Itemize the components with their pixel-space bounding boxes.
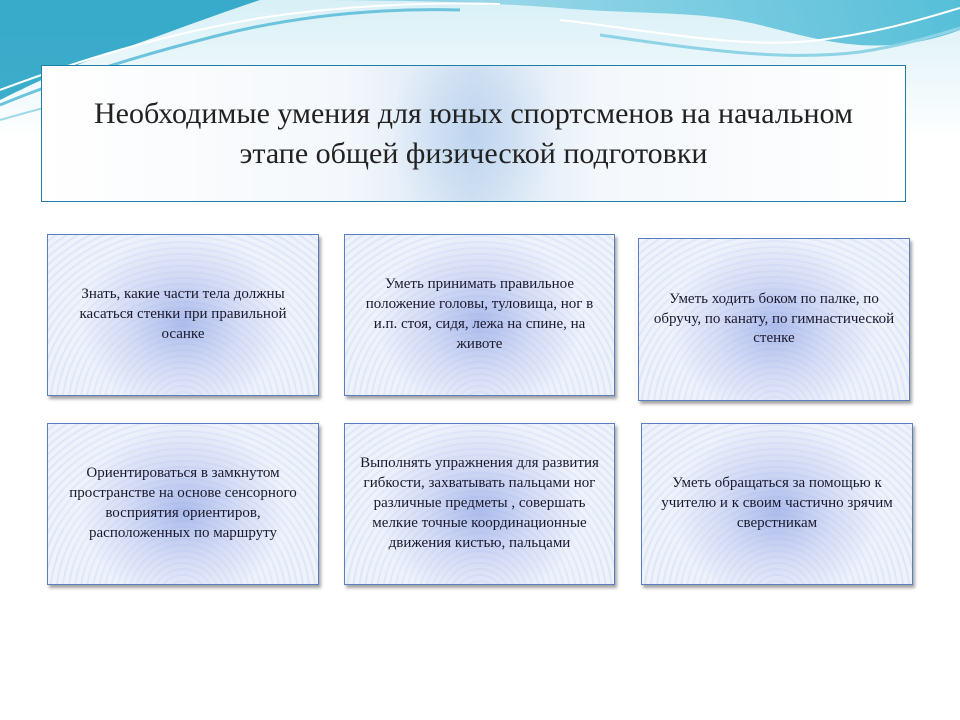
skill-card-orientation xyxy=(47,423,319,585)
skill-card-walking-sideways xyxy=(638,238,910,401)
skill-card-asking-help xyxy=(641,423,913,585)
skill-card-text: Уметь обращаться за помощью к учителю и к своим частично зрячим сверстникам xyxy=(661,475,893,531)
skill-card-body-position xyxy=(344,234,615,396)
skill-card-text: Уметь ходить боком по палке, по обручу, по канату, по гимнастической стенке xyxy=(653,290,895,347)
skill-card-text: Уметь принимать правильное положение головы, туловища, ног в и.п. стоя, сидя, лежа на спине, на животе xyxy=(365,276,594,352)
skill-card-posture xyxy=(47,234,319,396)
skill-card-text: Выполнять упражнения для развития гибкости, захватывать пальцами ног различные предметы , совершать мелкие точные координационные движения кистью, пальцами xyxy=(360,455,599,551)
skill-card-text: Знать, какие части тела должны касаться стенки при правильной осанке xyxy=(79,286,287,342)
skill-card-text: Ориентироваться в замкнутом пространстве на основе сенсорного восприятия ориентиров, расположенных по маршруту xyxy=(69,465,297,541)
title-box xyxy=(41,65,906,202)
skill-card-flexibility xyxy=(344,423,615,585)
slide-title: Необходимые умения для юных спортсменов на начальном этапе общей физической подготовки xyxy=(94,96,853,170)
